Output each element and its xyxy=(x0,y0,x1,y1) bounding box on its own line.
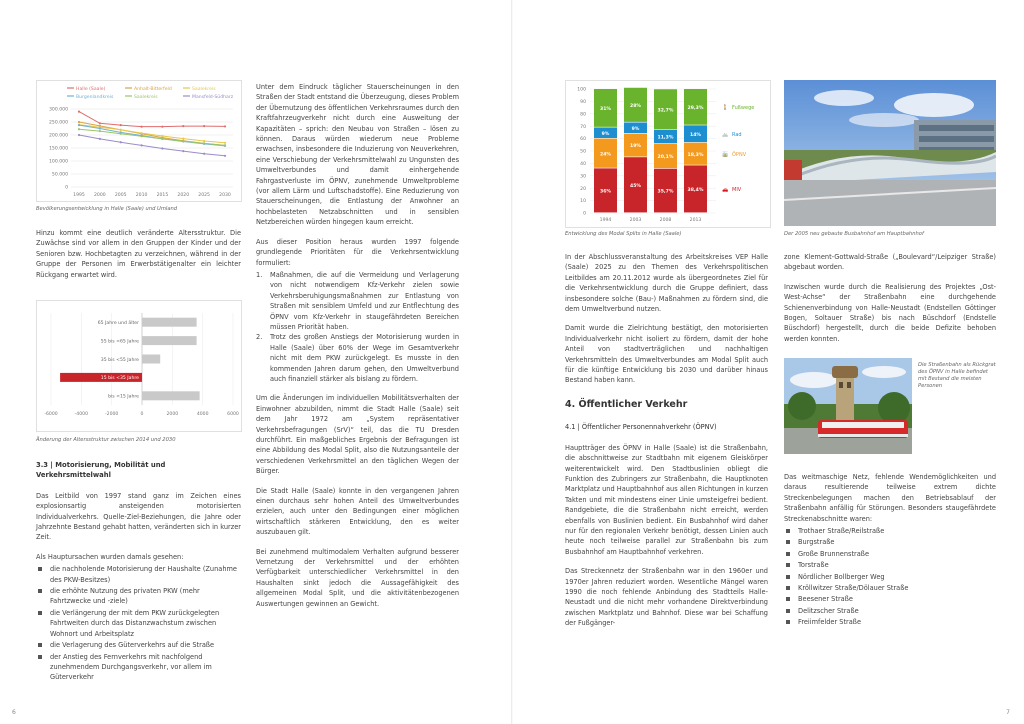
legend-icon: 🚲 xyxy=(722,132,729,139)
data-point xyxy=(203,153,205,155)
y-tick-label: 100.000 xyxy=(49,159,68,165)
paragraph-umweltverbund: Die Stadt Halle (Saale) konnte in den vergangenen Jahren einen durchaus sehr hohen Anteil des Umweltverbundes erzielen, auch unter den Bedingungen einer möglichen wirtschaftlich stärkeren Entwicklung, den es weiter auszubauen gilt. xyxy=(256,486,459,537)
x-tick-label: -6000 xyxy=(44,412,58,417)
hauptursachen-list xyxy=(36,564,241,682)
page-number-right: 7 xyxy=(1006,709,1010,716)
x-tick-label: 2000 xyxy=(94,193,106,198)
y-tick-label: 0 xyxy=(583,211,586,217)
page-gutter xyxy=(511,0,513,724)
list-item: die nachholende Motorisierung der Haushalte (Zunahme des PKW-Besitzes) xyxy=(36,564,241,585)
y-tick-label: 50 xyxy=(580,149,586,155)
data-point xyxy=(224,144,226,146)
series-line xyxy=(79,122,225,145)
legend-label: ÖPNV xyxy=(732,152,747,159)
data-point xyxy=(99,127,101,129)
data-label: 9% xyxy=(601,131,610,137)
age-structure-chart-svg xyxy=(37,301,241,431)
prioritaeten-list xyxy=(256,270,459,384)
list-text: Trotz des großen Anstiegs der Motorisierung wurden in Halle (Saale) über 60% der Wege im Gesamtverkehr nicht mit dem PKW zurückgelegt. Es musste in den kommenden Jahren darum gehen, den Umweltverbund auch finanziell stärker als bislang zu fördern. xyxy=(270,333,459,383)
y-tick-label: 10 xyxy=(580,199,586,205)
y-tick-label: 40 xyxy=(580,162,586,167)
list-item: Freiimfelder Straße xyxy=(784,617,996,627)
data-point xyxy=(203,142,205,144)
data-point xyxy=(224,125,226,127)
legend-label: Fußwege xyxy=(732,105,755,112)
paragraph-ost-west-achse: Inzwischen wurde durch die Realisierung des Projektes „Ost-West-Achse“ der Straßenbahn eine durchgehende Schienenverbindung von Halle-Neustadt (Endstellen Göttinger Bogen, Soltauer Straße) bis nach Büschdorf (Endstelle Büschdorf) hergestellt, durch die beide Defizite behoben werden konnten. xyxy=(784,282,996,343)
data-label: 28% xyxy=(630,103,641,109)
list-item: die erhöhte Nutzung des privaten PKW (mehr Fahrtzwecke und -ziele) xyxy=(36,586,241,607)
x-tick-label: 0 xyxy=(140,412,144,417)
bar xyxy=(142,391,200,400)
data-point xyxy=(140,135,142,137)
data-point xyxy=(140,126,142,128)
data-label: 38,4% xyxy=(687,187,704,193)
list-item: Beesener Straße xyxy=(784,594,996,604)
x-tick-label: -4000 xyxy=(74,412,89,417)
data-point xyxy=(120,133,122,135)
busbahnhof-caption: Der 2005 neu gebaute Busbahnhof am Hauptbahnhof xyxy=(784,231,924,237)
strassenbahn-image xyxy=(784,358,912,454)
data-point xyxy=(182,150,184,152)
data-point xyxy=(182,125,184,127)
age-structure-chart-caption: Änderung der Altersstruktur zwischen 2014 und 2030 xyxy=(36,437,176,443)
paragraph-multimodal: Bei zunehmend multimodalem Verhalten aufgrund besserer Vernetzung der Verkehrsmittel und der erhöhten Verfügbarkeit unterschiedlicher Verkehrsmittel in den Haushalten sinkt jedoch die Aussagefähigkeit des allgemeinen Modal Split, und die aktivitätenbezogenen Auswertungen gewinnen an Gewicht. xyxy=(256,547,459,608)
list-text: Maßnahmen, die auf die Vermeidung und Verlagerung von nicht notwendigem Kfz-Verkehr zielen sowie Verkehrsberuhigungsmaßnahmen zur Entlastung von Straßen mit sensiblem Umfeld und zur Entflechtung des ÖPNV vom Kfz-Verkehr in staugefährdeten Bereichen müssen Priorität haben. xyxy=(270,270,459,331)
paragraph-strassenbahn: Hauptträger des ÖPNV in Halle (Saale) ist die Straßenbahn, die abschnittweise zur Stadtbahn mit eigenem Gleiskörper weiterentwickelt wird. Den Stadtbuslinien obliegt die Funktion des Zubringers zur Straßenbahn, die Hauptknoten Marktplatz und Hauptbahnhof aus allen Richtungen in kurzen Takten und mit mindestens einer Linie umsteigefrei bedient. Randgebiete, die die Straßenbahn nicht erreicht, werden ebenfalls von Buslinien bedient. Ein Busbahnhof wird daher nur für den regionalen Verkehr benötigt, dessen Linien auch heute noch teilweise parallel zur Straßenbahn bis zum Busbahnhof am Hauptbahnhof verkehren. xyxy=(565,443,768,556)
data-point xyxy=(120,141,122,143)
y-tick-label: 200.000 xyxy=(49,133,68,139)
paragraph-weitmaschiges-netz: Das weitmaschige Netz, fehlende Wendemöglichkeiten und daraus resultierende teilweise extrem dichte Streckenbelegungen machen den Betriebsablauf der Straßenbahn anfällig für Störungen. Besonders staugefährdete Streckenabschnitte waren: xyxy=(784,473,996,523)
data-point xyxy=(99,122,101,124)
list-item: Kröllwitzer Straße/Dölauer Straße xyxy=(784,583,996,593)
x-tick-label: 2015 xyxy=(156,193,169,198)
data-point xyxy=(161,147,163,149)
list-item: Trothaer Straße/Reilstraße xyxy=(784,526,996,536)
series-line xyxy=(79,135,225,156)
list-item: Burgstraße xyxy=(784,537,996,547)
data-label: 45% xyxy=(630,183,641,189)
y-tick-label: 250.000 xyxy=(49,120,68,126)
legend-label: Halle (Saale) xyxy=(76,87,106,92)
x-tick-label: 1995 xyxy=(73,193,85,198)
x-tick-label: 2003 xyxy=(629,218,642,223)
data-point xyxy=(161,126,163,128)
category-label: 55 bis <65 Jahre xyxy=(100,339,139,345)
x-tick-label: -2000 xyxy=(104,412,119,417)
category-label: bis <15 Jahre xyxy=(108,394,139,400)
legend-label: Anhalt-Bitterfeld xyxy=(134,87,172,92)
paragraph-boulevard: zone Klement-Gottwald-Straße („Boulevard“/Leipziger Straße) abgebaut worden. xyxy=(784,253,996,272)
y-tick-label: 0 xyxy=(65,185,68,191)
data-label: 18,3% xyxy=(687,152,704,158)
legend-label: Saalekreis xyxy=(134,95,158,100)
data-label: 24% xyxy=(600,152,611,158)
x-tick-label: 4000 xyxy=(196,412,209,417)
bar xyxy=(142,336,197,345)
legend-icon: 🚋 xyxy=(722,152,729,159)
category-label: 65 Jahre und älter xyxy=(97,321,139,326)
x-tick-label: 2008 xyxy=(659,218,672,223)
y-tick-label: 150.000 xyxy=(49,146,68,152)
y-tick-label: 30 xyxy=(580,174,586,180)
x-tick-label: 2005 xyxy=(114,193,127,198)
age-structure-chart xyxy=(36,300,242,432)
list-item: Nördlicher Bollberger Weg xyxy=(784,572,996,582)
data-point xyxy=(120,129,122,131)
data-point xyxy=(140,132,142,134)
list-item: Große Brunnenstraße xyxy=(784,549,996,559)
strassenbahn-photo xyxy=(784,358,912,454)
data-point xyxy=(99,130,101,132)
data-point xyxy=(78,124,80,126)
data-label: 35,7% xyxy=(657,189,674,195)
modal-split-caption: Entwicklung des Modal Splits in Halle (Saale) xyxy=(565,231,682,237)
data-label: 29,3% xyxy=(687,105,704,111)
data-point xyxy=(140,144,142,146)
data-point xyxy=(203,125,205,127)
section-heading-3-3: 3.3 | Motorisierung, Mobilität und Verkehrsmittelwahl xyxy=(36,461,166,480)
right-column-3 xyxy=(565,252,768,638)
left-column-1-top xyxy=(36,228,241,289)
list-item xyxy=(256,270,459,332)
list-number: 1. xyxy=(256,270,263,279)
legend-label: Rad xyxy=(732,132,742,139)
streckenabschnitte-list xyxy=(784,526,996,628)
list-item: der Anstieg des Fernverkehrs mit nachfolgend zunehmendem Durchgangsverkehr, vor allem im Güterverkehr xyxy=(36,652,241,683)
x-tick-label: 2030 xyxy=(219,193,231,198)
bar xyxy=(142,318,197,327)
data-label: 20,1% xyxy=(657,155,674,161)
data-point xyxy=(182,138,184,140)
data-label: 14% xyxy=(690,132,701,138)
data-point xyxy=(99,138,101,140)
data-point xyxy=(78,134,80,136)
section-heading-4-1: 4.1 | Öffentlicher Personennahverkehr (ÖPNV) xyxy=(565,423,717,432)
left-column-1-bottom xyxy=(36,460,241,684)
x-tick-label: 1994 xyxy=(599,218,612,223)
data-point xyxy=(224,142,226,144)
legend-label: MIV xyxy=(732,187,742,194)
paragraph-abschlussveranstaltung: In der Abschlussveranstaltung des Arbeitskreises VEP Halle (Saale) 2025 zu den Themen des Verkehrspolitischen Leitbildes am 20.11.2012 wurde als übergeordnetes Ziel für die Verkehrsentwicklung durch die Gruppe definiert, dass insbesondere solche (Bau-) Maßnahmen zu fördern sind, die dem Umweltverbund nutzen. xyxy=(565,253,768,314)
paragraph-hauptursachen: Als Hauptursachen wurden damals gesehen: xyxy=(36,552,184,561)
list-item xyxy=(256,332,459,384)
legend-label: Mansfeld-Südharz xyxy=(192,95,234,100)
data-label: 9% xyxy=(631,126,640,132)
legend-icon: 🚗 xyxy=(722,187,729,194)
legend-label: Saalekreis xyxy=(192,87,216,92)
busbahnhof-image xyxy=(784,80,996,226)
list-item: die Verlagerung des Güterverkehrs auf die Straße xyxy=(36,640,241,650)
y-tick-label: 90 xyxy=(580,100,586,105)
data-point xyxy=(120,124,122,126)
data-label: 36% xyxy=(600,189,611,195)
population-chart-caption: Bevölkerungsentwicklung in Halle (Saale) und Umland xyxy=(36,206,178,212)
paragraph-stauerscheinungen: Unter dem Eindruck täglicher Stauerscheinungen in den Straßen der Stadt entstand die Überzeugung, dieses Problem der Übernutzung des öffentlichen Verkehrsraumes durch den Kraftfahrzeugverkehr nicht durch eine Ausweitung der Kapazitäten – sprich: den Neubau von Straßen – lösen zu können. Daraus würden wiederum neue Probleme erwachsen, insbesondere die Induzierung von Neuverkehren, eine Verschiebung der Verkehrsmittelwahl zu Ungunsten des Umweltverbundes und damit einhergehende Fahrgastverluste im ÖPNV, zunehmende Umweltprobleme (vor allem Lärm und Luftschadstoffe). Eine Reduzierung von Stauerscheinungen, die Entlastung der Anwohner an hochbelasteten Netzabschnitten und in sensiblen Netzbereichen würden hingegen kaum erreicht. xyxy=(256,83,459,227)
modal-split-chart xyxy=(565,80,771,228)
busbahnhof-photo xyxy=(784,80,996,226)
y-tick-label: 60 xyxy=(580,137,586,143)
data-point xyxy=(78,111,80,113)
list-item: Torstraße xyxy=(784,560,996,570)
data-point xyxy=(182,140,184,142)
legend-label: Burgenlandkreis xyxy=(76,95,114,100)
data-label: 11,3% xyxy=(657,135,674,141)
x-tick-label: 2010 xyxy=(135,193,148,198)
bar xyxy=(142,355,160,364)
data-point xyxy=(161,135,163,137)
section-heading-4: 4. Öffentlicher Verkehr xyxy=(565,398,688,410)
data-point xyxy=(203,140,205,142)
x-tick-label: 2000 xyxy=(166,412,179,417)
list-number: 2. xyxy=(256,333,263,342)
series-line xyxy=(79,112,225,127)
data-point xyxy=(78,128,80,130)
list-item: Delitzscher Straße xyxy=(784,606,996,616)
data-point xyxy=(224,155,226,157)
x-tick-label: 2025 xyxy=(198,193,210,198)
population-chart xyxy=(36,80,242,202)
y-tick-label: 20 xyxy=(580,186,586,192)
y-tick-label: 300.000 xyxy=(49,107,68,113)
data-label: 31% xyxy=(600,107,611,113)
data-point xyxy=(161,138,163,140)
paragraph-prioritaeten: Aus dieser Position heraus wurden 1997 folgende grundlegende Prioritäten für die Verkehrsentwicklung formuliert: xyxy=(256,237,459,267)
y-tick-label: 50.000 xyxy=(51,172,68,178)
y-tick-label: 100 xyxy=(577,87,586,93)
paragraph-srv: Um die Änderungen im individuellen Mobilitätsverhalten der Einwohner abzubilden, nimmt die Stadt Halle (Saale) seit dem Jahr 1972 am „System repräsentativer Verkehrsbefragungen (SrV)“ teil, das die TU Dresden durchführt. Ein maßgebliches Ergebnis der Befragungen ist eine Abbildung des Modal Split, also die Nutzungsanteile der verschiedenen Verkehrsmittel an den täglichen Wegen der Bürger. xyxy=(256,394,459,476)
paragraph-leitbild-1997: Das Leitbild von 1997 stand ganz im Zeichen eines explosionsartig ansteigenden motorisierten Individualverkehrs. Quelle-Ziel-Beziehungen, die Jahre oder Jahrzehnte Bestand gehabt hatten, veränderten sich in kurzer Zeit. xyxy=(36,491,241,542)
legend-icon: 🚶 xyxy=(722,105,729,112)
population-chart-svg xyxy=(37,81,241,201)
page-number-left: 6 xyxy=(12,709,16,716)
paragraph-altersstruktur: Hinzu kommt eine deutlich veränderte Altersstruktur. Die Zuwächse sind vor allem in den Gruppen der Kinder und der Senioren bzw. Hochbetagten zu verzeichnen, während in der Gruppe der Personen im Erwerbstätigenalter ein leichter Rückgang erwartet wird. xyxy=(36,229,241,279)
left-column-2 xyxy=(256,82,459,618)
x-tick-label: 2013 xyxy=(689,218,702,223)
data-label: 32,7% xyxy=(657,108,674,114)
data-point xyxy=(78,121,80,123)
category-label: 35 bis <55 Jahre xyxy=(100,357,139,363)
right-column-4-top xyxy=(784,252,996,353)
paragraph-streckennetz: Das Streckennetz der Straßenbahn war in den 1960er und 1970er Jahren reduziert worden. Wesentliche Mängel waren 1990 die noch fehlende Anbindung des Stadtteils Halle-Neustadt und die nicht mehr vorhandene Direktverbindung zwischen Marktplatz und Bahnhof. Diese war bei Schaffung der Fußgänger- xyxy=(565,567,768,628)
category-label: 15 bis <35 Jahre xyxy=(100,376,139,382)
paragraph-zielrichtung: Damit wurde die Zielrichtung bestätigt, den motorisierten Individualverkehr nicht isoliert zu fördern, damit der hohe Anteil von stadtverträglichen und nachhaltigen Verkehrsmitteln des Umweltverbundes am Modal Split auch für die künftige Entwicklung bis 2030 und darüber hinaus Bestand haben kann. xyxy=(565,324,768,385)
list-item: die Verlängerung der mit dem PKW zurückgelegten Fahrtweiten durch das Distanzwachstum zwischen Wohnort und Arbeitsplatz xyxy=(36,608,241,639)
data-label: 19% xyxy=(630,144,641,150)
modal-split-chart-svg xyxy=(566,81,770,227)
y-tick-label: 70 xyxy=(580,124,586,130)
y-tick-label: 80 xyxy=(580,112,586,118)
strassenbahn-caption: Die Straßenbahn als Rückgrat des ÖPNV in Halle befindet mit Bestand die meisten Personen xyxy=(918,362,996,389)
x-tick-label: 6000 xyxy=(227,412,239,417)
x-tick-label: 2020 xyxy=(177,193,190,198)
right-column-4-bottom xyxy=(784,472,996,629)
